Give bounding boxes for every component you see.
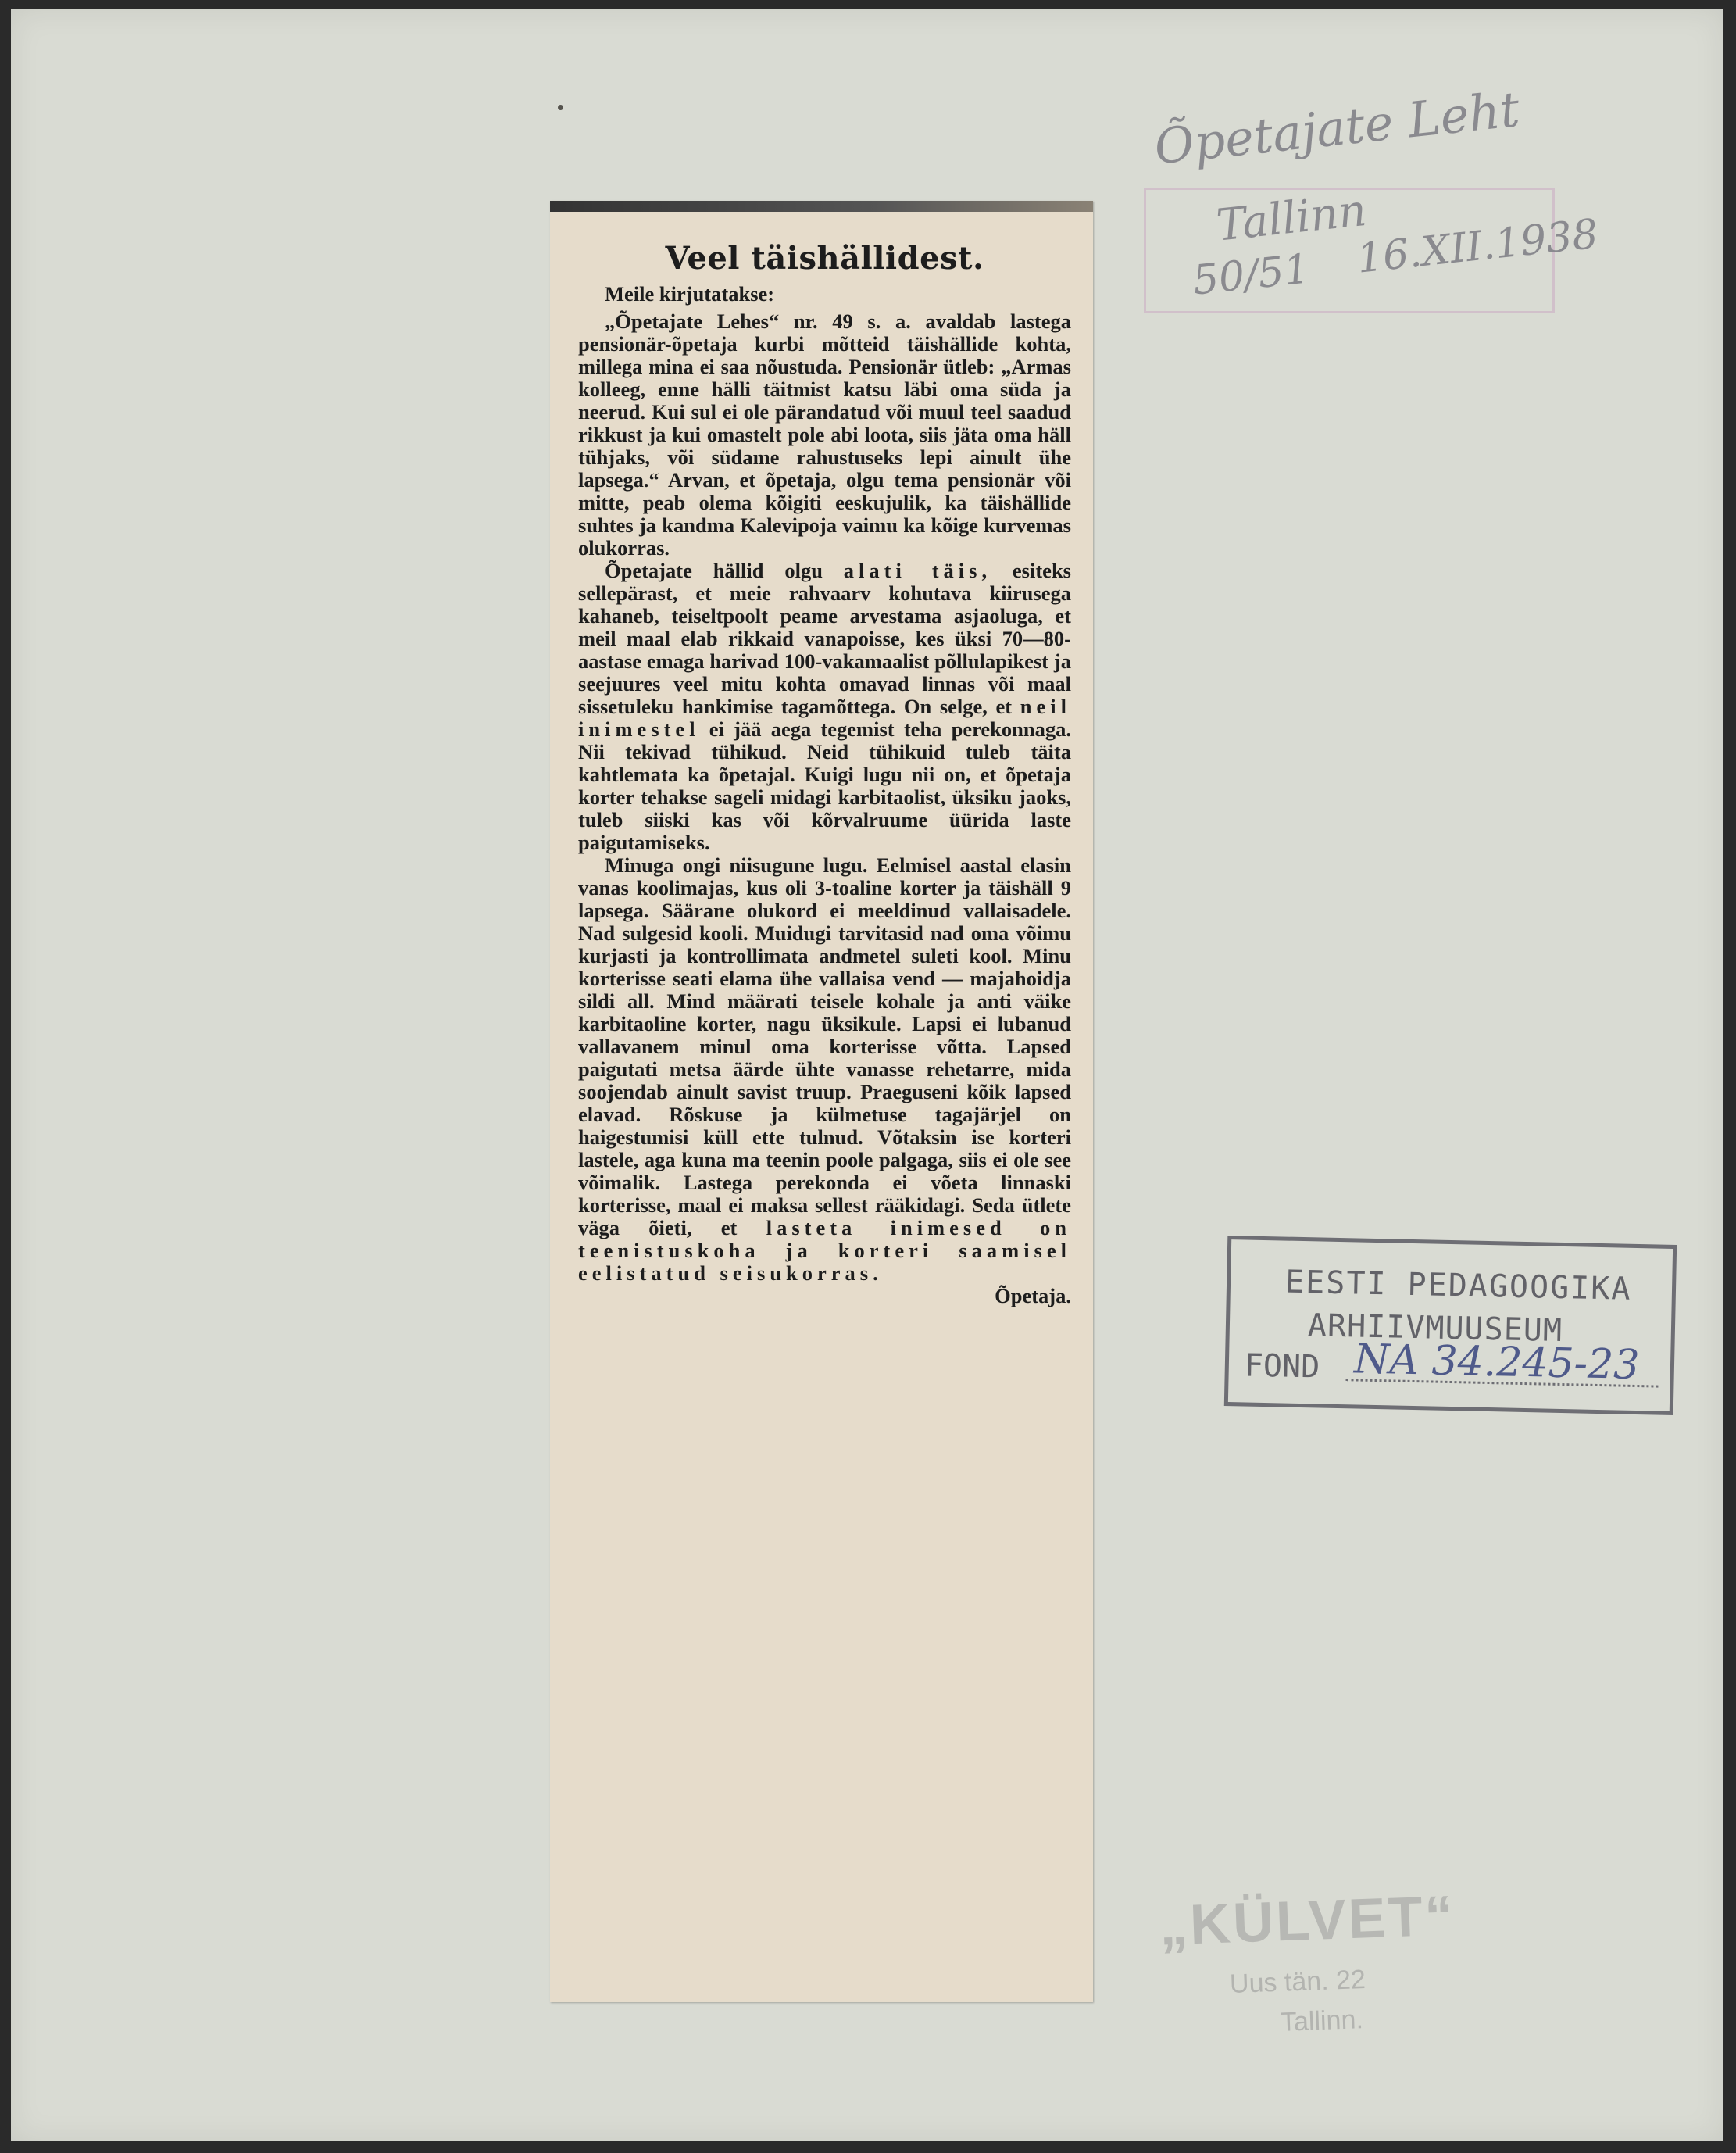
article-intro: Meile kirjutatakse: <box>605 282 775 306</box>
newspaper-clipping <box>550 201 1093 2002</box>
signature-row <box>578 1285 1071 1307</box>
article-paragraph-3 <box>578 854 1071 1285</box>
p2-before: Õpetajate hällid olgu <box>605 559 823 582</box>
p2-middle: esiteks sellepärast, et meie rahvaarv kohutava kiirusega kahaneb, teiseltpoolt peame arvestama asjaoluga, et meil maal elab rikkaid vanapoisse, kes üksi 70—80-aastase emaga harivad 100-vakamaalist põllulapikest ja seejuures veel mitu kohta omavad linnas või maal sissetuleku hankimise tagamõttega. On selge, et <box>578 559 1071 718</box>
stamp-line-2: ARHIIVMUUSEUM <box>1307 1307 1563 1350</box>
handwritten-source: Õpetajate Leht <box>1152 80 1523 176</box>
stamp-fond-label: FOND <box>1244 1347 1320 1386</box>
article-paragraph-2 <box>578 560 1071 854</box>
maker-stamp-name: „KÜLVET“ <box>1158 1884 1456 1958</box>
handwritten-city: Tallinn <box>1214 184 1370 252</box>
article-signature: Õpetaja. <box>995 1284 1071 1307</box>
article-paragraph-1: „Õpetajate Lehes“ nr. 49 s. a. avaldab lastega pensionär-õpetaja kurbi mõtteid täishällide kohta, millega mina ei saa nõustuda. Pensionär ütleb: „Armas kolleeg, enne hälli täitmist katsu läbi oma süda ja neerud. Kui sul ei ole pärandatud või muul teel saadud rikkust ja kui omastelt pole abi loota, siis jäta oma häll tühjaks, või südame rahustuseks lepi ainult ühe lapsega.“ Arvan, et õpetaja, olgu tema pensionär või mitte, peab olema kõigiti eeskujulik, ka täishällide suhtes ja kandma Kalevipoja vaimu ka kõige kurvemas olukorras. <box>578 309 1071 560</box>
stamp-line-1: EESTI PEDAGOOGIKA <box>1284 1264 1632 1307</box>
article-title: Veel täishällidest. <box>665 240 984 277</box>
p2-emphasis-2: neil inimestel <box>578 695 1071 741</box>
maker-stamp-city: Tallinn. <box>1280 2005 1364 2037</box>
p3-emphasis: lasteta inimesed on teenistuskoha ja korteri saamisel eelistatud seisukorras. <box>578 1216 1072 1285</box>
speck <box>558 105 563 110</box>
p3-text: Minuga ongi niisugune lugu. Eelmisel aastal elasin vanas koolimajas, kus oli 3-toaline korter ja täishäll 9 lapsega. Säärane olukord ei meeldinud vallaisadele. Nad sulgesid kooli. Muidugi tarvitasid nad oma võimu kurjasti ja kontrollimata andmetel suleti kool. Minu korterisse seati elama ühe vallaisa vend — majahoidja sildi all. Mind määrati teisele kohale ja anti väike karbitaoline korter, nagu üksikule. Lapsi ei lubanud vallavanem minul oma korterisse võtta. Lapsed paigutati metsa äärde ühte vanasse rehetarre, mida soojendab ainult savist truup. Praeguseni kõik lapsed elavad. Rõskuse ja külmetuse tagajärjel on haigestumisi küll ette tulnud. Võtaksin ise korteri lastele, aga kuna ma teenin poole palgaga, siis ei ole see võimalik. Lastega perekonda ei võeta linnaski korterisse, maal ei maksa sellest rääkidagi. Seda ütlete väga õieti, et <box>578 853 1071 1239</box>
p2-after: ei jää aega tegemist teha perekonnaga. Nii tekivad tühikud. Neid tühikuid tuleb täita kahtlemata ka õpetajal. Kuigi lugu nii on, et õpetaja korter tehakse sageli midagi karbitaolist, üksiku jaoks, tuleb siiski kas või kõrvalruume üürida laste paigutamiseks. <box>578 717 1072 854</box>
handwritten-date: 16.XII.1938 <box>1355 210 1601 283</box>
handwritten-issue: 50/51 <box>1191 245 1313 305</box>
p2-emphasis-1: alati täis, <box>843 559 992 582</box>
stamp-fond-number: NA 34.245-23 <box>1353 1336 1640 1389</box>
maker-stamp-address: Uus tän. 22 <box>1229 1964 1366 2000</box>
clipping-top-rule <box>550 201 1093 212</box>
archive-stamp <box>1224 1236 1677 1415</box>
archive-sheet <box>11 9 1723 2141</box>
